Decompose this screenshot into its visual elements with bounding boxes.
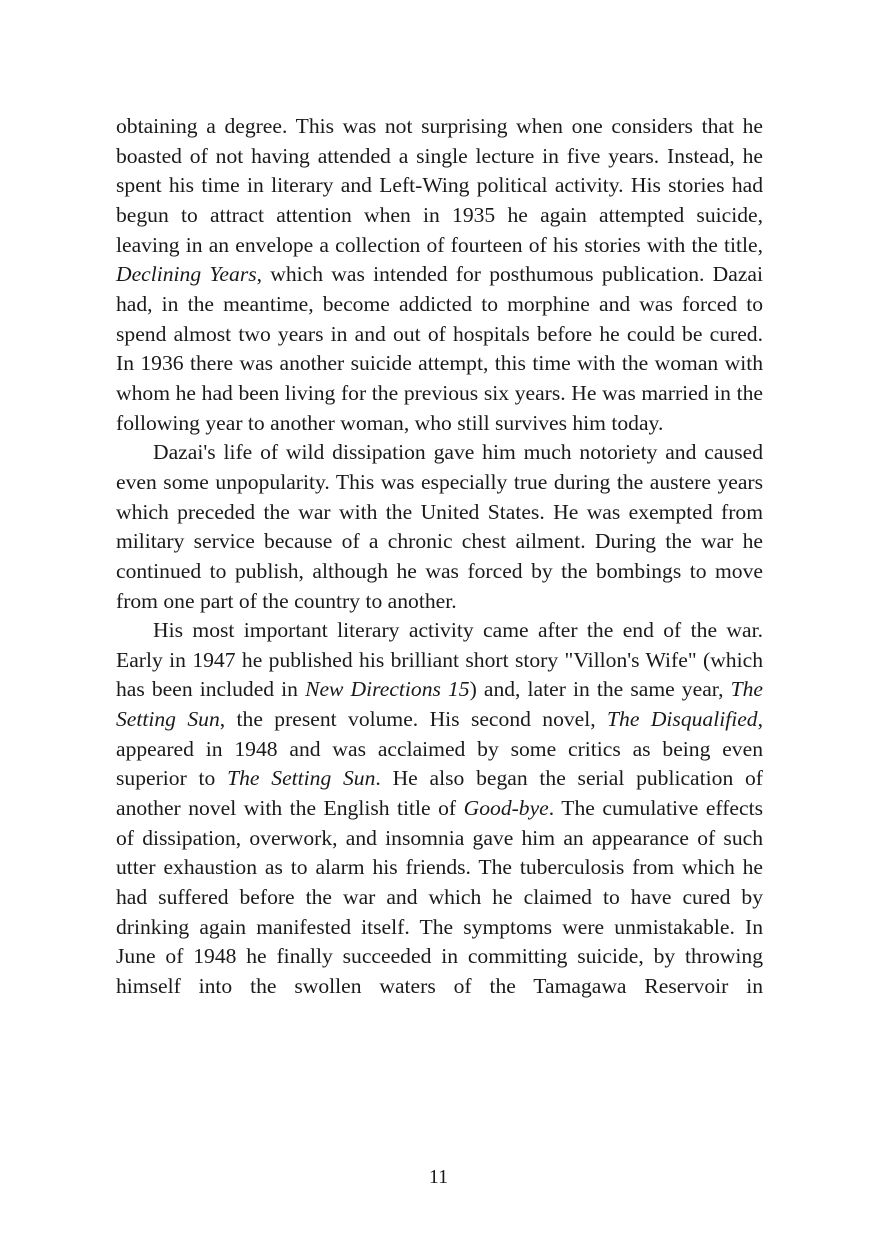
text-run: , the present volume. His second novel, (219, 707, 608, 732)
text-run: , appeared in 1948 and was acclaimed by some critics as being even superior to (116, 707, 763, 791)
text-run: obtaining a degree. This was not surprising when one considers that he boasted of not having attended a single lecture in five years. Instead, he spent his time in literary and Left-Wing political activity. His stories had begun to attract attention when in 1935 he again attempted suicide, leaving in an envelope a collection of fourteen of his stories with the title, (116, 114, 763, 257)
text-run: . The cumulative effects of dissipation, overwork, and insomnia gave him an appearance of such utter exhaustion as to alarm his friends. The tuberculosis from which he had suffered before the war and which he claimed to have cured by drinking again manifested itself. The symptoms were unmistakable. In June of 1948 he finally succeeded in committing suicide, by throwing himself into the swollen waters of the Tamagawa Reservoir in (116, 796, 763, 999)
paragraph (116, 616, 763, 1002)
italic-title: The Disqualified (607, 707, 758, 732)
text-run: ) and, later in the same year, (469, 677, 731, 702)
italic-title: The Setting Sun (227, 766, 376, 791)
body-text (116, 112, 763, 1002)
page-number: 11 (428, 1166, 449, 1188)
paragraph (116, 112, 763, 438)
text-run: . He also began the serial publication of another novel with the English title of (116, 766, 763, 821)
text-run: Dazai's life of wild dissipation gave him much notoriety and caused even some unpopularity. This was especially true during the austere years which preceded the war with the United States. He was exempted from military service because of a chronic chest ailment. During the war he continued to publish, although he was forced by the bombings to move from one part of the country to another. (116, 440, 763, 613)
italic-title: The Setting Sun (116, 677, 763, 732)
italic-title: Declining Years (116, 262, 257, 287)
paragraph (116, 438, 763, 616)
text-run: His most important literary activity came after the end of the war. Early in 1947 he published his brilliant short story "Villon's Wife" (which has been included in (116, 618, 763, 702)
italic-title: Good-bye (463, 796, 549, 821)
text-run: , which was intended for posthumous publication. Dazai had, in the meantime, become addicted to morphine and was forced to spend almost two years in and out of hospitals before he could be cured. In 1936 there was another suicide attempt, this time with the woman with whom he had been living for the previous six years. He was married in the following year to another woman, who still survives him today. (116, 262, 763, 435)
italic-title: New Directions 15 (305, 677, 470, 702)
